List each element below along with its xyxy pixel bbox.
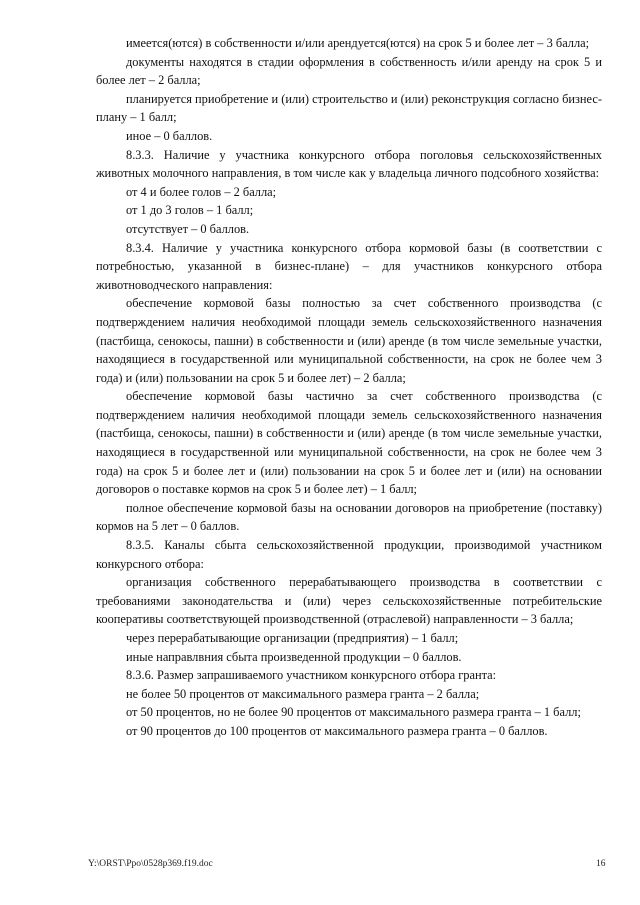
section-8-3-6: 8.3.6. Размер запрашиваемого участником конкурсного отбора гранта: (126, 668, 497, 683)
section-8-3-5: 8.3.5. Каналы сбыта сельскохозяйственной продукции, производимой участником конкурсного отбора: (96, 538, 602, 571)
paragraph: документы находятся в стадии оформления в собственность и/или аренду на срок 5 и более лет – 2 балла; (96, 54, 602, 88)
page-number: 16 (596, 859, 606, 869)
footer-file-path: Y:\ORST\Ppo\0528p369.f19.doc (88, 859, 213, 869)
paragraph: от 90 процентов до 100 процентов от максимального размера гранта – 0 баллов. (126, 723, 548, 738)
paragraph: от 1 до 3 голов – 1 балл; (126, 203, 254, 218)
paragraph: планируется приобретение и (или) строительство и (или) реконструкция согласно бизнес-плану – 1 балл; (96, 91, 602, 125)
paragraph: от 50 процентов, но не более 90 процентов от максимального размера гранта – 1 балл; (126, 705, 581, 720)
section-8-3-4: 8.3.4. Наличие у участника конкурсного отбора кормовой базы (в соответствии с потребностью, указанной в бизнес-плане) – для участников конкурсного отбора животноводческого направления: (96, 240, 602, 292)
paragraph: иное – 0 баллов. (126, 128, 213, 143)
paragraph: имеется(ются) в собственности и/или арендуется(ются) на срок 5 и более лет – 3 балла; (126, 36, 590, 50)
paragraph: организация собственного перерабатывающего производства в соответствии с требованиями законодательства и (или) через сельскохозяйственные потребительские кооперативы соответствующей производственной (отраслевой) направленности – 3 балла; (96, 575, 602, 627)
paragraph: обеспечение кормовой базы полностью за счет собственного производства (с подтверждением наличия необходимой площади земель сельскохозяйственного назначения (пастбища, сенокосы, пашни) в собственности и (или) аренде (в том числе земельные участки, находящиеся в государственной или муниципальной собственности, на срок не более чем 3 года) и (или) пользовании на срок 5 и более лет) – 2 балла; (96, 296, 602, 385)
paragraph: через перерабатывающие организации (предприятия) – 1 балл; (126, 631, 459, 645)
paragraph: не более 50 процентов от максимального размера гранта – 2 балла; (126, 686, 480, 701)
paragraph: полное обеспечение кормовой базы на основании договоров на приобретение (поставку) кормов на 5 лет – 0 баллов. (96, 500, 602, 534)
paragraph: иные направлвния сбыта произведенной продукции – 0 баллов. (126, 649, 462, 664)
paragraph: отсутствует – 0 баллов. (126, 221, 250, 236)
section-8-3-3: 8.3.3. Наличие у участника конкурсного отбора поголовья сельскохозяйственных животных молочного направления, в том числе как у владельца личного подсобного хозяйства: (96, 147, 602, 181)
paragraph: от 4 и более голов – 2 балла; (126, 184, 277, 199)
paragraph: обеспечение кормовой базы частично за счет собственного производства (с подтверждением наличия необходимой площади земель сельскохозяйственного назначения (пастбища, сенокосы, пашни) в собственности и (или) аренде (в том числе земельные участки, находящиеся в государственной или муниципальной собственности, на срок не более чем 3 года) на срок 5 и более лет и (или) пользовании на срок 5 и более лет и (или) на основании договоров о поставке кормов на срок 5 и более лет) – 1 балл; (96, 389, 602, 497)
document-body (96, 34, 602, 741)
